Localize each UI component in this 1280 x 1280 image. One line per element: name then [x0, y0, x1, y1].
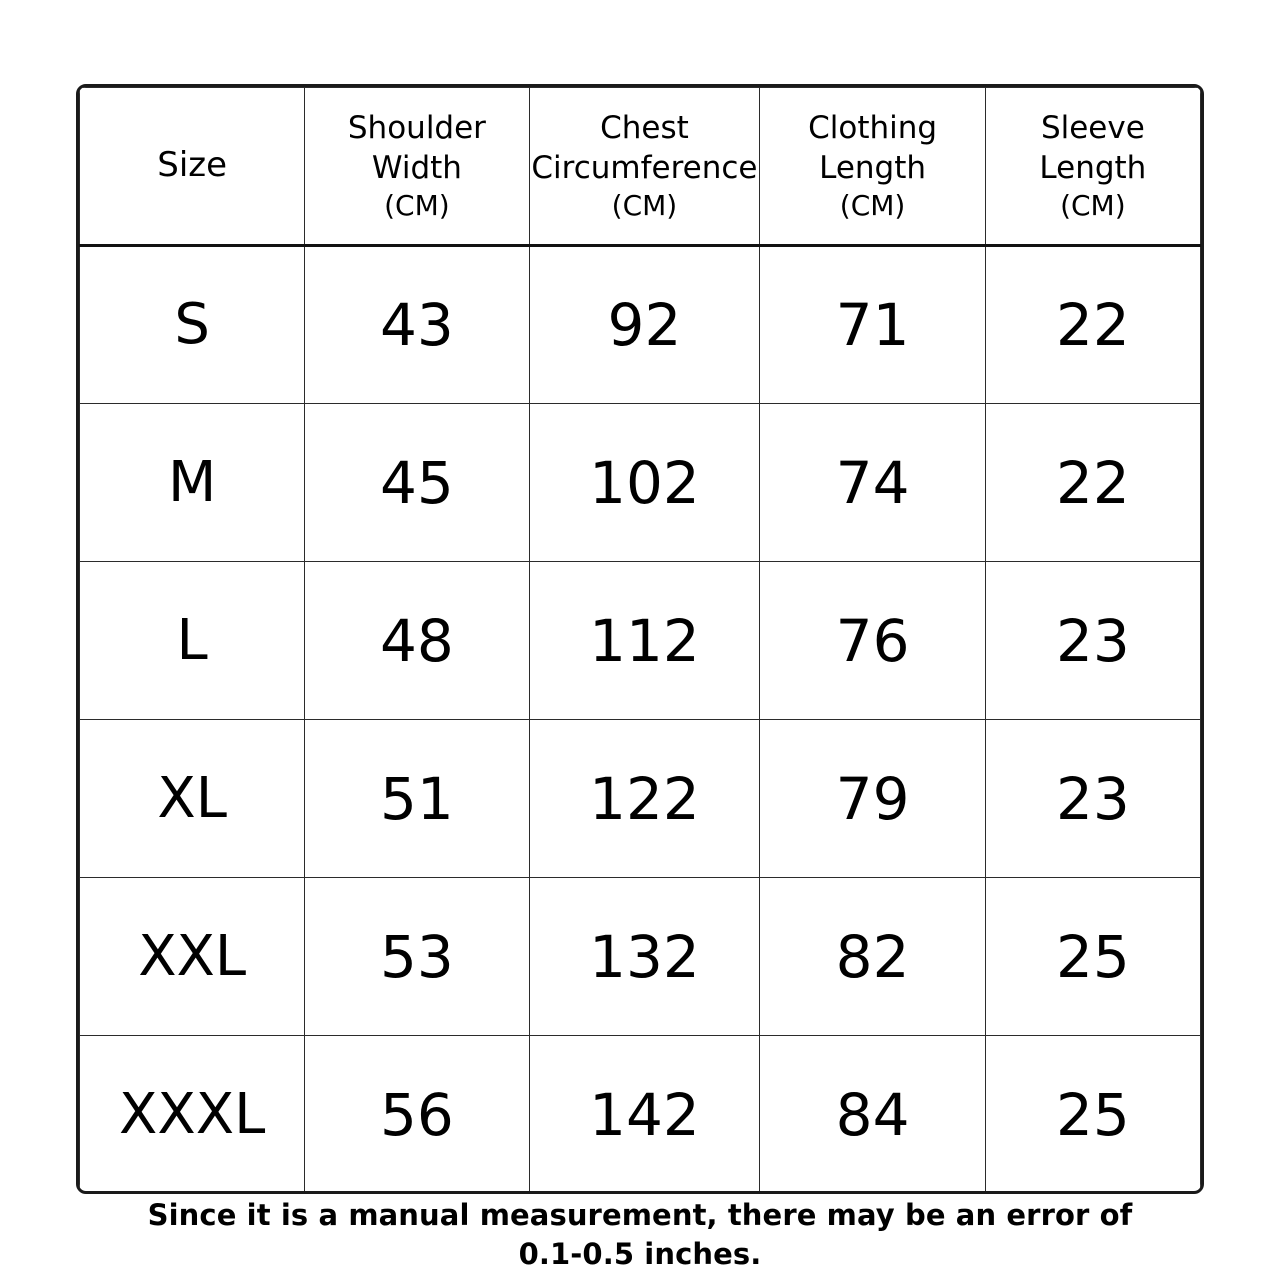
cell-sleeve: 23 [985, 720, 1200, 878]
cell-chest: 142 [529, 1036, 760, 1194]
cell-size: M [80, 404, 305, 562]
cell-shoulder: 53 [305, 878, 529, 1036]
table-row [80, 246, 1201, 404]
cell-shoulder: 43 [305, 246, 529, 404]
cell-chest: 92 [529, 246, 760, 404]
column-header-chest-circumference: Chest Circumference (CM) [529, 88, 760, 246]
size-chart-table-container [76, 84, 1204, 1194]
cell-shoulder: 48 [305, 562, 529, 720]
cell-sleeve: 22 [985, 246, 1200, 404]
table-row [80, 562, 1201, 720]
table-header-row [80, 88, 1201, 246]
cell-chest: 122 [529, 720, 760, 878]
table-row [80, 720, 1201, 878]
cell-shoulder: 45 [305, 404, 529, 562]
cell-size: S [80, 246, 305, 404]
table-row [80, 404, 1201, 562]
cell-length: 84 [760, 1036, 985, 1194]
cell-length: 79 [760, 720, 985, 878]
table-row [80, 878, 1201, 1036]
cell-sleeve: 25 [985, 878, 1200, 1036]
cell-sleeve: 25 [985, 1036, 1200, 1194]
cell-sleeve: 23 [985, 562, 1200, 720]
cell-size: XXXL [80, 1036, 305, 1194]
disclaimer-line-2: 0.1-0.5 inches. [518, 1237, 762, 1272]
cell-size: XL [80, 720, 305, 878]
size-chart-table [79, 87, 1201, 1194]
cell-shoulder: 56 [305, 1036, 529, 1194]
disclaimer-line-1: Since it is a manual measurement, there may be an error of [147, 1198, 1133, 1232]
cell-chest: 112 [529, 562, 760, 720]
cell-chest: 132 [529, 878, 760, 1036]
table-row [80, 1036, 1201, 1194]
cell-length: 82 [760, 878, 985, 1036]
cell-sleeve: 22 [985, 404, 1200, 562]
measurement-disclaimer [0, 1196, 1280, 1274]
cell-length: 76 [760, 562, 985, 720]
column-header-shoulder-width: Shoulder Width (CM) [305, 88, 529, 246]
column-header-sleeve-length: Sleeve Length (CM) [985, 88, 1200, 246]
cell-size: L [80, 562, 305, 720]
cell-shoulder: 51 [305, 720, 529, 878]
cell-length: 74 [760, 404, 985, 562]
cell-length: 71 [760, 246, 985, 404]
cell-chest: 102 [529, 404, 760, 562]
column-header-clothing-length: Clothing Length (CM) [760, 88, 985, 246]
cell-size: XXL [80, 878, 305, 1036]
column-header-size: Size [80, 88, 305, 246]
